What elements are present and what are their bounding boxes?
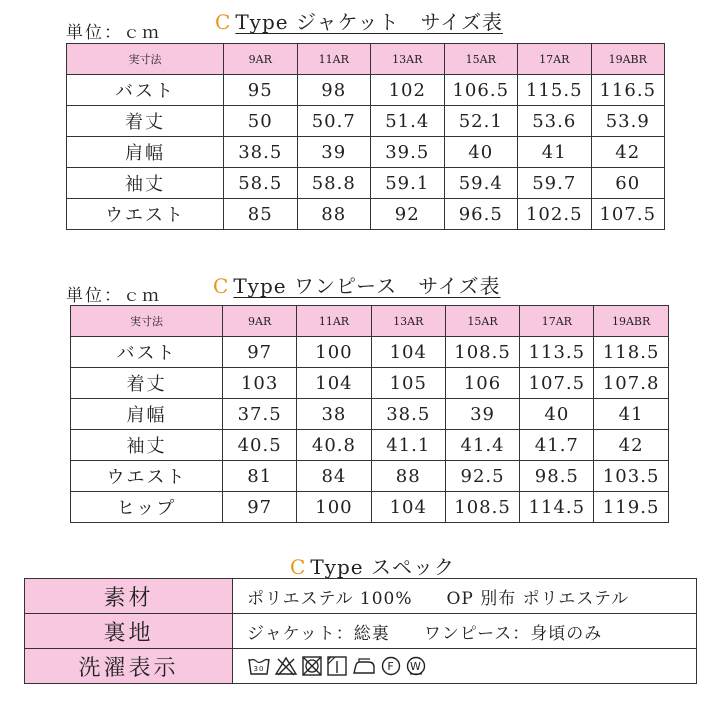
table-cell: 98 bbox=[297, 75, 371, 106]
dress-title-text: Type ワンピース サイズ表 bbox=[233, 274, 501, 298]
table-cell: 97 bbox=[223, 337, 297, 368]
table-cell: 59.7 bbox=[518, 168, 592, 199]
table-cell: 104 bbox=[297, 368, 371, 399]
table-cell: 115.5 bbox=[518, 75, 592, 106]
care-row bbox=[25, 649, 697, 684]
table-cell: 107.5 bbox=[520, 368, 594, 399]
dress-table-title bbox=[213, 270, 501, 299]
table-row bbox=[71, 399, 669, 430]
table-cell: 100 bbox=[297, 337, 371, 368]
material-row bbox=[25, 579, 697, 614]
table-header-row bbox=[67, 44, 665, 75]
table-cell: 88 bbox=[371, 461, 445, 492]
jacket-size-table bbox=[66, 43, 665, 230]
table-cell: 107.8 bbox=[594, 368, 668, 399]
care-label: 洗濯表示 bbox=[25, 649, 233, 684]
care-icons bbox=[247, 655, 427, 677]
table-cell: 106.5 bbox=[444, 75, 518, 106]
table-cell: 53.9 bbox=[591, 106, 665, 137]
header-size-11ar: 11AR bbox=[297, 44, 371, 75]
table-row bbox=[71, 368, 669, 399]
table-cell: 42 bbox=[591, 137, 665, 168]
table-cell: 118.5 bbox=[594, 337, 668, 368]
row-label: 肩幅 bbox=[67, 137, 224, 168]
table-cell: 103 bbox=[223, 368, 297, 399]
lining-jacket: ジャケット：総裏 bbox=[247, 623, 390, 644]
iron-low-icon bbox=[351, 655, 377, 677]
table-cell: 52.1 bbox=[444, 106, 518, 137]
jacket-table-body bbox=[67, 44, 665, 230]
lining-value bbox=[233, 614, 697, 649]
row-label: 袖丈 bbox=[67, 168, 224, 199]
table-cell: 41.4 bbox=[445, 430, 519, 461]
table-cell: 88 bbox=[297, 199, 371, 230]
row-label: 袖丈 bbox=[71, 430, 223, 461]
dry-clean-letter: F bbox=[387, 660, 395, 673]
table-cell: 38.5 bbox=[224, 137, 298, 168]
lining-dress: ワンピース：身頃のみ bbox=[423, 623, 603, 644]
table-cell: 102 bbox=[371, 75, 445, 106]
row-label: バスト bbox=[67, 75, 224, 106]
table-cell: 98.5 bbox=[520, 461, 594, 492]
dry-clean-f-icon bbox=[380, 655, 402, 677]
table-cell: 102.5 bbox=[518, 199, 592, 230]
table-cell: 41.7 bbox=[520, 430, 594, 461]
material-label: 素材 bbox=[25, 579, 233, 614]
material-value bbox=[233, 579, 697, 614]
table-cell: 40.8 bbox=[297, 430, 371, 461]
table-cell: 41 bbox=[594, 399, 668, 430]
dress-size-table bbox=[70, 305, 669, 523]
table-row bbox=[71, 461, 669, 492]
row-label: バスト bbox=[71, 337, 223, 368]
row-label: ヒップ bbox=[71, 492, 223, 523]
table-cell: 97 bbox=[223, 492, 297, 523]
table-cell: 84 bbox=[297, 461, 371, 492]
table-row bbox=[67, 106, 665, 137]
header-measure-label: 実寸法 bbox=[67, 44, 224, 75]
row-label: ウエスト bbox=[71, 461, 223, 492]
table-cell: 92 bbox=[371, 199, 445, 230]
table-header-row bbox=[71, 306, 669, 337]
header-size-13ar: 13AR bbox=[371, 306, 445, 337]
table-cell: 100 bbox=[297, 492, 371, 523]
header-size-9ar: 9AR bbox=[224, 44, 298, 75]
table-cell: 106 bbox=[445, 368, 519, 399]
care-value bbox=[233, 649, 697, 684]
table-cell: 113.5 bbox=[520, 337, 594, 368]
wash-30-icon bbox=[247, 655, 271, 677]
table-cell: 40.5 bbox=[223, 430, 297, 461]
jacket-unit-label: 単位：ｃｍ bbox=[66, 23, 161, 43]
header-size-13ar: 13AR bbox=[371, 44, 445, 75]
lining-label: 裏地 bbox=[25, 614, 233, 649]
table-cell: 60 bbox=[591, 168, 665, 199]
table-cell: 39.5 bbox=[371, 137, 445, 168]
line-dry-shade-icon bbox=[326, 655, 348, 677]
table-cell: 40 bbox=[520, 399, 594, 430]
wet-clean-w-icon bbox=[405, 655, 427, 677]
dress-table-body bbox=[71, 306, 669, 523]
header-size-17ar: 17AR bbox=[518, 44, 592, 75]
header-size-15ar: 15AR bbox=[444, 44, 518, 75]
wash-temp: 30 bbox=[253, 665, 265, 673]
wet-clean-letter: W bbox=[410, 660, 422, 673]
row-label: 肩幅 bbox=[71, 399, 223, 430]
table-cell: 104 bbox=[371, 492, 445, 523]
row-label: 着丈 bbox=[71, 368, 223, 399]
row-label: ウエスト bbox=[67, 199, 224, 230]
table-cell: 58.5 bbox=[224, 168, 298, 199]
table-row bbox=[67, 168, 665, 199]
material-main: ポリエステル 100% bbox=[247, 588, 413, 609]
table-cell: 41 bbox=[518, 137, 592, 168]
table-cell: 38.5 bbox=[371, 399, 445, 430]
lining-row bbox=[25, 614, 697, 649]
table-cell: 104 bbox=[371, 337, 445, 368]
table-cell: 116.5 bbox=[591, 75, 665, 106]
table-cell: 53.6 bbox=[518, 106, 592, 137]
no-tumble-dry-icon bbox=[301, 655, 323, 677]
type-letter: C bbox=[215, 10, 232, 34]
type-letter: C bbox=[213, 274, 230, 298]
header-size-19abr: 19ABR bbox=[591, 44, 665, 75]
jacket-table-title bbox=[215, 6, 503, 35]
header-size-17ar: 17AR bbox=[520, 306, 594, 337]
header-size-9ar: 9AR bbox=[223, 306, 297, 337]
table-cell: 95 bbox=[224, 75, 298, 106]
table-row bbox=[67, 199, 665, 230]
spec-title bbox=[290, 551, 455, 580]
table-cell: 37.5 bbox=[223, 399, 297, 430]
table-cell: 51.4 bbox=[371, 106, 445, 137]
no-bleach-icon bbox=[274, 655, 298, 677]
table-cell: 42 bbox=[594, 430, 668, 461]
table-cell: 108.5 bbox=[445, 337, 519, 368]
table-row bbox=[67, 75, 665, 106]
table-cell: 108.5 bbox=[445, 492, 519, 523]
table-cell: 92.5 bbox=[445, 461, 519, 492]
header-size-19abr: 19ABR bbox=[594, 306, 668, 337]
table-cell: 59.1 bbox=[371, 168, 445, 199]
table-cell: 38 bbox=[297, 399, 371, 430]
header-measure-label: 実寸法 bbox=[71, 306, 223, 337]
header-size-11ar: 11AR bbox=[297, 306, 371, 337]
row-label: 着丈 bbox=[67, 106, 224, 137]
table-cell: 107.5 bbox=[591, 199, 665, 230]
material-op: OP 別布 ポリエステル bbox=[446, 588, 630, 609]
table-cell: 119.5 bbox=[594, 492, 668, 523]
jacket-title-text: Type ジャケット サイズ表 bbox=[235, 10, 503, 34]
table-cell: 85 bbox=[224, 199, 298, 230]
table-cell: 41.1 bbox=[371, 430, 445, 461]
table-row bbox=[71, 337, 669, 368]
table-cell: 39 bbox=[445, 399, 519, 430]
spec-title-text: Type スペック bbox=[310, 555, 455, 579]
table-cell: 81 bbox=[223, 461, 297, 492]
table-cell: 58.8 bbox=[297, 168, 371, 199]
table-cell: 39 bbox=[297, 137, 371, 168]
table-cell: 105 bbox=[371, 368, 445, 399]
table-cell: 50.7 bbox=[297, 106, 371, 137]
table-row bbox=[71, 430, 669, 461]
table-cell: 114.5 bbox=[520, 492, 594, 523]
table-cell: 50 bbox=[224, 106, 298, 137]
dress-unit-label: 単位：ｃｍ bbox=[66, 286, 161, 306]
type-letter: C bbox=[290, 555, 307, 579]
table-cell: 59.4 bbox=[444, 168, 518, 199]
spec-table bbox=[24, 578, 697, 684]
header-size-15ar: 15AR bbox=[445, 306, 519, 337]
table-cell: 40 bbox=[444, 137, 518, 168]
table-cell: 96.5 bbox=[444, 199, 518, 230]
table-row bbox=[71, 492, 669, 523]
table-row bbox=[67, 137, 665, 168]
table-cell: 103.5 bbox=[594, 461, 668, 492]
